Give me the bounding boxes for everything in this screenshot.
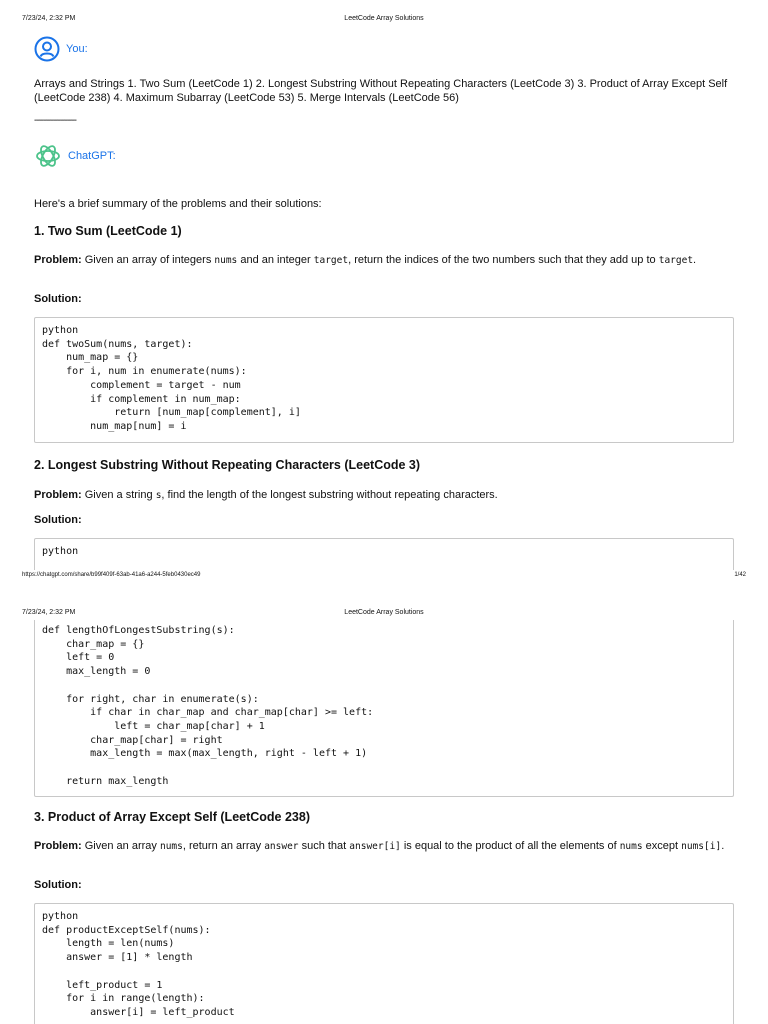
problem-label: Problem: [34,489,82,501]
header-date: 7/23/24, 2:32 PM [22,609,76,616]
inline-code: s [155,490,162,501]
code-block-two-sum [34,317,734,443]
problem-text: is equal to the product of all the elements of [403,840,617,852]
code-block-longest-substring-part2 [34,620,734,797]
section-heading-two-sum: 1. Two Sum (LeetCode 1) [34,224,182,238]
code-block-product-except-self [34,903,734,1024]
solution-label: Solution: [34,514,82,526]
header-date: 7/23/24, 2:32 PM [22,15,76,22]
problem-text: such that [301,840,347,852]
code-text: python def twoSum(nums, target): num_map = {} for i, num in enumerate(nums): complement = target - num if complement in num_map: return [num_map[complement], i] num_map[num] = i [42,325,301,432]
problem-text: . [693,254,697,266]
problem-text: . [721,840,725,852]
user-message: Arrays and Strings 1. Two Sum (LeetCode 1) 2. Longest Substring Without Repeating Characters (LeetCode 3) 3. Product of Array Except Self (LeetCode 238) 4. Maximum Subarray (LeetCode 53) 5. Merge Intervals (LeetCode 56) [34,78,728,104]
page-header [0,15,768,27]
problem-text: except [645,840,679,852]
assistant-intro: Here's a brief summary of the problems and their solutions: [34,198,322,210]
problem-text: , find the length of the longest substring without repeating characters. [161,489,498,501]
footer-url[interactable]: https://chatgpt.com/share/b99f409f-63ab-41a6-a244-5feb0430ec49 [22,572,201,578]
inline-code: answer [264,841,299,852]
code-text: python [42,546,79,557]
problem-product-except-self [34,839,734,854]
openai-logo-icon [34,142,62,170]
assistant-label: ChatGPT: [68,150,116,162]
problem-text: Given an array [84,840,157,852]
inline-code: nums[i] [681,841,722,852]
inline-code: answer[i] [349,841,401,852]
code-text: python def productExceptSelf(nums): length = len(nums) answer = [1] * length left_product = 1 for i in range(length): answer[i] = left_product [42,911,235,1018]
problem-label: Problem: [34,254,82,266]
header-title: LeetCode Array Solutions [344,609,424,616]
inline-code: target [313,255,349,266]
problem-text: , return an array [182,840,262,852]
code-text: def lengthOfLongestSubstring(s): char_map = {} left = 0 max_length = 0 for right, char in enumerate(s): if char in char_map and char_map[char] >= left: left = char_map[char] + 1 char_map[char] = right max_length = max(max_length, right - left + 1) return max_length [42,625,374,787]
problem-text: Given an array of integers [84,254,212,266]
inline-code: target [658,255,694,266]
message-separator: ------------------ [34,115,76,126]
code-block-longest-substring-part1 [34,538,734,570]
inline-code: nums [619,841,643,852]
assistant-speaker [34,142,116,170]
problem-longest-substring [34,488,734,503]
pdf-page-2 [0,600,768,1024]
header-title: LeetCode Array Solutions [344,15,424,22]
footer-page-number: 1/42 [734,572,746,578]
user-speaker [34,36,88,62]
problem-text: , return the indices of the two numbers such that they add up to [348,254,656,266]
inline-code: nums [214,255,238,266]
section-heading-product-except-self: 3. Product of Array Except Self (LeetCode 238) [34,810,311,824]
problem-two-sum [34,253,734,268]
inline-code: nums [159,841,183,852]
solution-label: Solution: [34,293,82,305]
problem-text: and an integer [240,254,311,266]
problem-text: Given a string [84,489,153,501]
user-label: You: [66,43,88,55]
problem-label: Problem: [34,840,82,852]
section-heading-longest-substring: 2. Longest Substring Without Repeating Characters (LeetCode 3) [34,458,421,472]
page-divider [0,592,768,600]
user-icon [34,36,60,62]
solution-label: Solution: [34,879,82,891]
